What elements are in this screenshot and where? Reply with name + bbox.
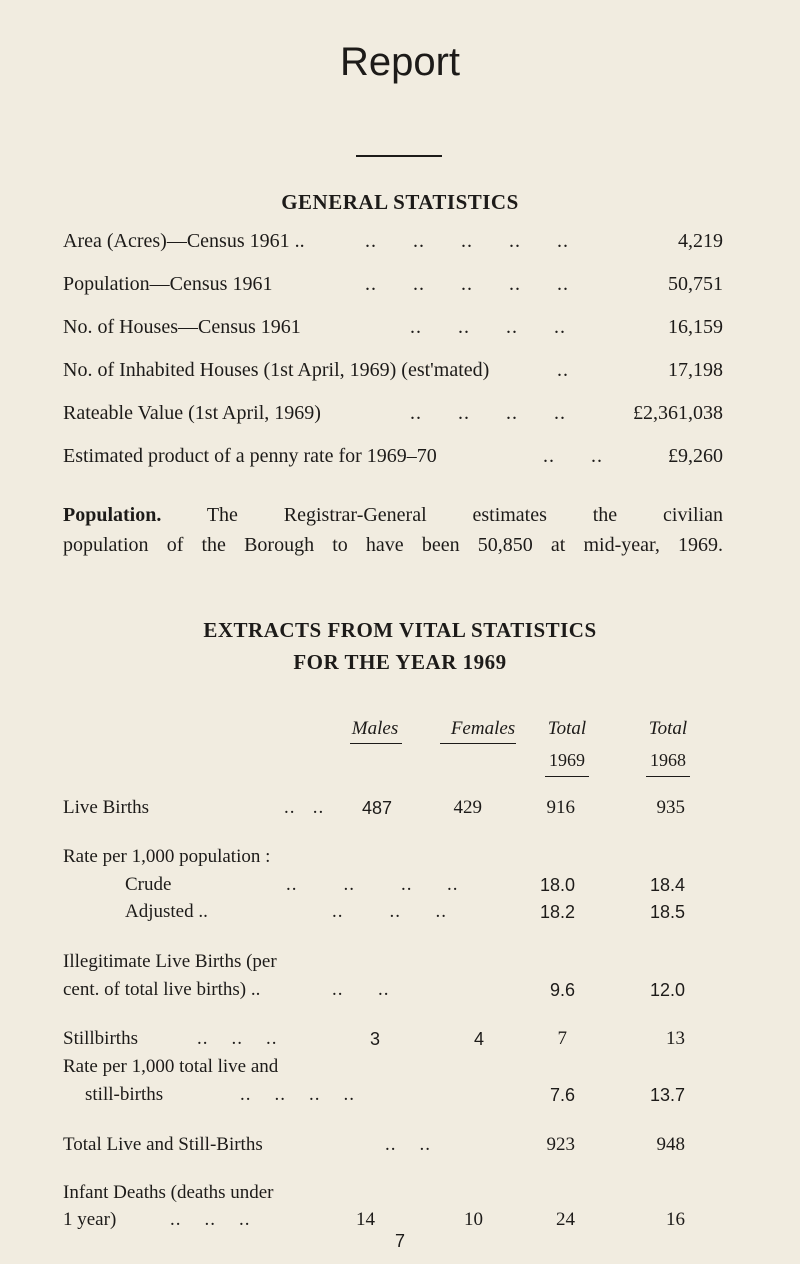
stat-label: Rateable Value (1st April, 1969) bbox=[63, 402, 321, 424]
row-label-illegitimate-2: cent. of total live births) .. bbox=[63, 979, 261, 1000]
stat-label: No. of Inhabited Houses (1st April, 1969) (est'mated) bbox=[63, 359, 490, 381]
leader-dots: .. .. .. .. bbox=[286, 874, 459, 895]
stat-row-penny-rate bbox=[63, 445, 723, 475]
col-head-total-1: Total bbox=[547, 718, 587, 739]
title-rule bbox=[356, 155, 442, 157]
stat-value: 50,751 bbox=[668, 273, 723, 295]
vital-statistics-heading-1: EXTRACTS FROM VITAL STATISTICS bbox=[203, 618, 597, 642]
page-number: 7 bbox=[394, 1231, 405, 1251]
still-rate-1969: 7.6 bbox=[549, 1085, 575, 1105]
stat-label: Area (Acres)—Census 1961 .. bbox=[63, 230, 305, 252]
adjusted-1968: 18.5 bbox=[649, 902, 685, 922]
population-line-2: population of the Borough to have been 50,850 at mid-year, 1969. bbox=[63, 534, 723, 556]
underline-females bbox=[440, 743, 516, 744]
stat-row-inhabited-houses bbox=[63, 359, 723, 389]
illegitimate-1969: 9.6 bbox=[549, 980, 575, 1000]
stat-value: 4,219 bbox=[678, 230, 723, 252]
stat-label: No. of Houses—Census 1961 bbox=[63, 316, 301, 338]
underline-1969 bbox=[545, 776, 589, 777]
crude-1969: 18.0 bbox=[539, 875, 575, 895]
leader-dots: .. .. bbox=[284, 797, 325, 818]
row-label-total-live-still: Total Live and Still-Births bbox=[63, 1134, 263, 1155]
stat-value: 17,198 bbox=[668, 359, 723, 381]
col-head-females: Females bbox=[450, 718, 516, 739]
total-live-still-1968: 948 bbox=[656, 1134, 685, 1155]
leader-dots: .. bbox=[557, 359, 569, 381]
leader-dots: .. .. .. bbox=[332, 901, 447, 922]
still-rate-1968: 13.7 bbox=[649, 1085, 685, 1105]
page-title: Report bbox=[339, 40, 461, 84]
leader-dots: .. .. .. .. bbox=[410, 402, 566, 424]
total-live-still-1969: 923 bbox=[546, 1134, 575, 1155]
col-head-total-2: Total bbox=[648, 718, 688, 739]
stat-label: Population—Census 1961 bbox=[63, 273, 273, 295]
leader-dots: .. .. bbox=[385, 1134, 431, 1155]
row-label-still-rate-2: still-births bbox=[85, 1084, 164, 1105]
leader-dots: .. .. .. .. bbox=[240, 1084, 355, 1105]
underline-males bbox=[350, 743, 402, 744]
underline-1968 bbox=[646, 776, 690, 777]
infant-deaths-1969: 24 bbox=[556, 1209, 575, 1230]
population-line-1 bbox=[63, 500, 723, 530]
row-label-illegitimate-1: Illegitimate Live Births (per bbox=[63, 951, 277, 972]
row-label-crude: Crude bbox=[125, 874, 172, 895]
stillbirths-1968: 13 bbox=[666, 1028, 685, 1049]
stat-value: £9,260 bbox=[668, 445, 723, 467]
row-label-infant-deaths-1: Infant Deaths (deaths under bbox=[63, 1182, 274, 1203]
population-paragraph bbox=[63, 500, 723, 560]
stillbirths-1969: 7 bbox=[557, 1028, 567, 1049]
infant-deaths-males: 14 bbox=[356, 1209, 375, 1230]
leader-dots: .. .. bbox=[543, 445, 603, 467]
stat-row-houses bbox=[63, 316, 723, 346]
row-label-infant-deaths-2: 1 year) bbox=[63, 1209, 117, 1230]
year-1968: 1968 bbox=[650, 750, 686, 770]
stat-row-rateable-value bbox=[63, 402, 723, 432]
stat-row-area bbox=[63, 230, 723, 260]
leader-dots: .. .. .. .. bbox=[410, 316, 566, 338]
row-label-still-rate-1: Rate per 1,000 total live and bbox=[63, 1056, 279, 1077]
population-line-1-text: The Registrar-General estimates the civilian bbox=[206, 504, 723, 526]
adjusted-1969: 18.2 bbox=[539, 902, 575, 922]
leader-dots: .. .. .. .. .. bbox=[365, 273, 569, 295]
row-label-stillbirths: Stillbirths bbox=[63, 1028, 138, 1049]
col-head-males: Males bbox=[351, 718, 399, 739]
leader-dots: .. .. .. .. .. bbox=[365, 230, 569, 252]
leader-dots: .. .. bbox=[332, 979, 390, 1000]
stat-value: £2,361,038 bbox=[633, 402, 723, 424]
leader-dots: .. .. .. bbox=[170, 1209, 251, 1230]
leader-dots: .. .. .. bbox=[197, 1028, 278, 1049]
row-label-rate-heading: Rate per 1,000 population : bbox=[63, 846, 271, 867]
general-statistics-heading: GENERAL STATISTICS bbox=[281, 190, 519, 214]
row-label-adjusted: Adjusted .. bbox=[125, 901, 208, 922]
population-lead: Population. bbox=[63, 504, 162, 526]
live-births-females: 429 bbox=[453, 797, 482, 818]
illegitimate-1968: 12.0 bbox=[649, 980, 685, 1000]
stat-row-population bbox=[63, 273, 723, 303]
infant-deaths-1968: 16 bbox=[666, 1209, 685, 1230]
live-births-males: 487 bbox=[361, 798, 392, 818]
stillbirths-males: 3 bbox=[369, 1029, 380, 1049]
stat-value: 16,159 bbox=[668, 316, 723, 338]
year-1969: 1969 bbox=[549, 750, 585, 770]
infant-deaths-females: 10 bbox=[464, 1209, 483, 1230]
vital-statistics-heading-2: FOR THE YEAR 1969 bbox=[293, 650, 507, 674]
row-label-live-births: Live Births bbox=[63, 797, 150, 818]
live-births-1969: 916 bbox=[546, 797, 575, 818]
crude-1968: 18.4 bbox=[649, 875, 685, 895]
stat-label: Estimated product of a penny rate for 1969–70 bbox=[63, 445, 437, 467]
stillbirths-females: 4 bbox=[473, 1029, 484, 1049]
live-births-1968: 935 bbox=[656, 797, 685, 818]
